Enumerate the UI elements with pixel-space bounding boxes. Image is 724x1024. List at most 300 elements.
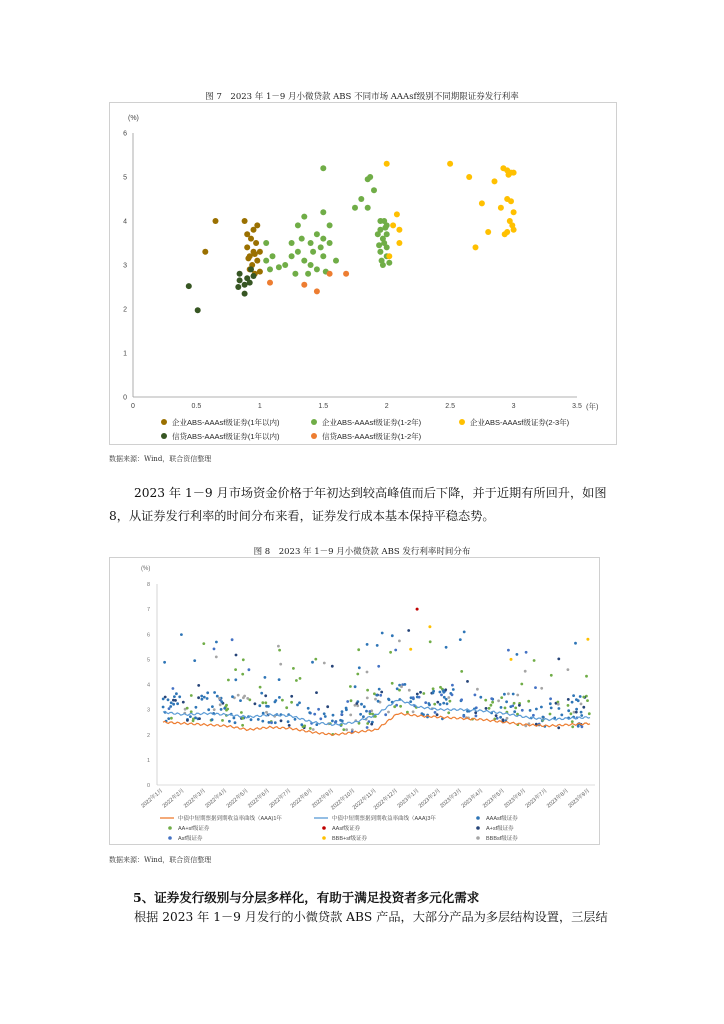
rate-point xyxy=(225,709,228,712)
x-tick-label: 0 xyxy=(131,403,135,410)
rate-point xyxy=(281,699,284,702)
series-2-point xyxy=(267,266,273,272)
rate-point xyxy=(360,703,363,706)
rate-point xyxy=(359,713,362,716)
rate-point xyxy=(285,706,288,709)
rate-point xyxy=(211,718,214,721)
rate-point xyxy=(424,701,427,704)
x-tick-label: 1 xyxy=(257,403,262,410)
series-2-point xyxy=(352,205,358,211)
legend-label-5: A+sf级证券 xyxy=(486,826,514,832)
rate-point xyxy=(363,705,366,708)
rate-point xyxy=(582,696,585,699)
series-1-point xyxy=(242,291,248,297)
rate-point xyxy=(258,704,261,707)
rate-point xyxy=(525,651,528,654)
rate-point xyxy=(366,726,369,729)
rate-point xyxy=(345,728,348,731)
rate-point xyxy=(307,707,310,710)
rate-point xyxy=(264,694,267,697)
legend-marker-6 xyxy=(168,836,172,840)
rate-point xyxy=(186,719,189,722)
series-2-point xyxy=(292,271,298,277)
rate-point xyxy=(274,701,277,704)
rate-point xyxy=(197,696,200,699)
rate-point xyxy=(505,700,508,703)
rate-point xyxy=(445,698,448,701)
rate-point xyxy=(380,691,383,694)
rate-point xyxy=(500,706,503,709)
legend-marker-2 xyxy=(311,419,317,425)
rate-point xyxy=(513,702,516,705)
x-tick-label: 2023年5月 xyxy=(481,787,506,810)
series-4-point xyxy=(473,244,479,250)
rate-point xyxy=(213,708,216,711)
rate-point xyxy=(580,714,583,717)
rate-point xyxy=(463,631,466,634)
series-2-point xyxy=(320,165,326,171)
rate-point xyxy=(332,714,335,717)
rate-point xyxy=(346,700,349,703)
rate-point xyxy=(550,674,553,677)
series-4-point xyxy=(498,205,504,211)
rate-point xyxy=(167,698,170,701)
rate-point xyxy=(319,717,322,720)
rate-point xyxy=(503,693,506,696)
rate-point xyxy=(451,684,454,687)
rate-point xyxy=(270,721,273,724)
rate-point xyxy=(215,641,218,644)
rate-point xyxy=(257,718,260,721)
series-4-point xyxy=(447,161,453,167)
rate-point xyxy=(326,705,329,708)
series-4-point xyxy=(396,240,402,246)
rate-point xyxy=(169,705,172,708)
rate-point xyxy=(446,702,449,705)
yield-curve-3y-line xyxy=(163,700,590,726)
figure-7-chart-frame xyxy=(109,102,617,445)
series-3-point xyxy=(314,288,320,294)
figure-8-title: 图 8 2023 年 1－9 月小微贷款 ABS 发行利率时间分布 xyxy=(253,547,471,557)
rate-point xyxy=(462,715,465,718)
rate-point xyxy=(172,687,175,690)
figure-8-chart-frame xyxy=(109,557,600,845)
rate-point xyxy=(340,713,343,716)
series-4-point xyxy=(492,178,498,184)
series-4-point xyxy=(390,222,396,228)
rate-point xyxy=(499,716,502,719)
rate-point xyxy=(182,701,185,704)
legend-label-2: AAAsf级证券 xyxy=(486,816,518,822)
section-heading-5: 5、证券发行级别与分层多样化，有助于满足投资者多元化需求 xyxy=(133,890,480,905)
rate-point xyxy=(198,717,201,720)
rate-point xyxy=(239,699,242,702)
series-1-point xyxy=(237,277,243,283)
rate-point xyxy=(460,670,463,673)
series-1-point xyxy=(235,284,241,290)
y-tick-label: 5 xyxy=(123,174,127,182)
rate-point xyxy=(362,715,365,718)
rate-point xyxy=(507,649,510,652)
rate-point xyxy=(215,656,218,659)
rate-point xyxy=(389,651,392,654)
legend-marker-3 xyxy=(311,433,317,439)
rate-point xyxy=(433,703,436,706)
rate-point xyxy=(211,705,214,708)
series-2-point xyxy=(376,242,382,248)
rate-point xyxy=(264,701,267,704)
y-tick-label: 0 xyxy=(123,394,127,402)
legend-marker-5 xyxy=(476,826,480,830)
rate-point xyxy=(533,659,536,662)
legend-label-4: AAsf级证券 xyxy=(332,826,361,832)
rate-point xyxy=(213,648,216,651)
x-tick-label: 2023年1月 xyxy=(396,787,421,810)
rate-point xyxy=(444,688,447,691)
series-0-point xyxy=(248,236,254,242)
x-tick-label: 2 xyxy=(384,403,389,410)
rate-point xyxy=(398,689,401,692)
rate-point xyxy=(571,720,574,723)
rate-point xyxy=(549,713,552,716)
rate-point xyxy=(175,692,178,695)
rate-point xyxy=(233,717,236,720)
rate-point xyxy=(387,711,390,714)
rate-point xyxy=(394,649,397,652)
rate-point xyxy=(341,720,344,723)
x-tick-label: 2022年4月 xyxy=(204,787,229,810)
series-1-point xyxy=(186,283,192,289)
rate-point xyxy=(312,728,315,731)
x-tick-labels xyxy=(139,786,591,811)
series-2-point xyxy=(377,249,383,255)
series-4-point xyxy=(502,231,508,237)
rate-point xyxy=(201,698,204,701)
rate-point xyxy=(242,658,245,661)
series-4-point xyxy=(394,211,400,217)
series-2-point xyxy=(327,240,333,246)
series-0-point xyxy=(242,218,248,224)
legend xyxy=(160,814,518,842)
rate-point xyxy=(490,697,493,700)
rate-point xyxy=(412,710,415,713)
rate-point xyxy=(580,711,583,714)
rate-point xyxy=(262,712,265,715)
rate-point xyxy=(549,702,552,705)
legend-label-0: 中债中短期票据到期收益率曲线（AAA)1年 xyxy=(178,816,282,822)
series-2-point xyxy=(299,236,305,242)
series-2-point xyxy=(320,253,326,259)
rate-point xyxy=(449,700,452,703)
rate-point xyxy=(277,645,280,648)
legend-marker-8 xyxy=(476,836,480,840)
rate-point xyxy=(407,629,410,632)
series-2-point xyxy=(314,231,320,237)
legend-label-3: AA+sf级证券 xyxy=(178,826,210,832)
series-0-point xyxy=(252,251,258,257)
x-tick-label: 2022年2月 xyxy=(161,787,186,810)
rate-point xyxy=(331,665,334,668)
legend-label-7: BBB+sf级证券 xyxy=(332,836,367,842)
y-unit-label: (%) xyxy=(128,115,139,122)
series-1-point xyxy=(247,280,253,286)
rate-point xyxy=(516,694,519,697)
rate-point xyxy=(504,707,507,710)
rate-point xyxy=(377,665,380,668)
rate-point xyxy=(370,723,373,726)
series-4-point xyxy=(386,253,392,259)
rate-point xyxy=(246,697,249,700)
x-tick-label: 1.5 xyxy=(318,403,329,410)
rate-point xyxy=(355,702,358,705)
series-2-point xyxy=(365,205,371,211)
rate-point xyxy=(500,696,503,699)
rate-point xyxy=(323,712,326,715)
x-tick-label: 3 xyxy=(511,403,516,410)
rate-point xyxy=(577,699,580,702)
rate-point xyxy=(406,711,409,714)
rate-point xyxy=(314,658,317,661)
rate-point xyxy=(345,708,348,711)
legend xyxy=(161,417,570,441)
rate-point xyxy=(313,713,316,716)
rate-point xyxy=(287,720,290,723)
series-4-point xyxy=(466,174,472,180)
rate-point xyxy=(163,661,166,664)
rate-point xyxy=(237,694,240,697)
rate-point xyxy=(173,695,176,698)
rate-point xyxy=(393,705,396,708)
series-4-point xyxy=(485,229,491,235)
rate-point xyxy=(366,722,369,725)
rate-point xyxy=(574,642,577,645)
rate-point xyxy=(577,725,580,728)
rate-point xyxy=(408,689,411,692)
series-2-point xyxy=(382,225,388,231)
series-2-point xyxy=(308,240,314,246)
rate-point xyxy=(240,711,243,714)
series-2-point xyxy=(367,174,373,180)
rate-point xyxy=(418,696,421,699)
y-tick-label: 4 xyxy=(146,682,150,689)
rate-point xyxy=(298,701,301,704)
series-0-point xyxy=(257,249,263,255)
rate-point xyxy=(296,704,299,707)
rate-point xyxy=(442,702,445,705)
rate-point xyxy=(365,710,368,713)
rate-point xyxy=(311,661,314,664)
rate-point xyxy=(400,685,403,688)
series-0-point xyxy=(213,218,219,224)
rate-point xyxy=(228,720,231,723)
rate-point xyxy=(490,704,493,707)
y-tick-label: 1 xyxy=(146,757,150,764)
x-tick-label: 2022年7月 xyxy=(268,787,293,810)
rate-point xyxy=(506,717,509,720)
series-2-point xyxy=(301,214,307,220)
rate-point xyxy=(557,726,560,729)
series-2-point xyxy=(289,240,295,246)
rate-point xyxy=(579,695,582,698)
rate-point xyxy=(267,705,270,708)
series-0-point xyxy=(257,269,263,275)
y-tick-label: 1 xyxy=(123,350,127,358)
series-4-point xyxy=(479,200,485,206)
rate-point xyxy=(331,720,334,723)
rate-point xyxy=(290,701,293,704)
series-2-point xyxy=(289,253,295,259)
y-tick-label: 3 xyxy=(123,262,127,270)
rate-point xyxy=(178,695,181,698)
rate-point xyxy=(460,698,463,701)
rate-point xyxy=(309,727,312,730)
series-4-point xyxy=(506,172,512,178)
rate-point xyxy=(193,659,196,662)
rate-point xyxy=(292,667,295,670)
rate-point xyxy=(388,698,391,701)
rate-point xyxy=(416,608,419,611)
rate-point xyxy=(511,705,514,708)
rate-point xyxy=(440,694,443,697)
x-tick-label: 3.5 xyxy=(572,403,582,410)
series-2-point xyxy=(333,258,339,264)
legend-marker-3 xyxy=(168,826,172,830)
rate-point xyxy=(366,697,369,700)
rate-point xyxy=(288,724,291,727)
rate-point xyxy=(373,692,376,695)
y-tick-labels xyxy=(147,582,150,789)
rate-point xyxy=(497,699,500,702)
rate-point xyxy=(398,640,401,643)
rate-point xyxy=(479,696,482,699)
rate-point xyxy=(567,704,570,707)
rate-point xyxy=(231,638,234,641)
rate-point xyxy=(278,696,281,699)
legend-label-1: 信贷ABS-AAAsf级证券(1年以内) xyxy=(172,432,280,441)
rate-point xyxy=(170,717,173,720)
rate-point xyxy=(202,642,205,645)
rate-point xyxy=(368,710,371,713)
rate-point xyxy=(474,694,477,697)
legend-label-8: BBBsf级证券 xyxy=(486,836,518,842)
rate-point xyxy=(412,696,415,699)
rate-point xyxy=(586,699,589,702)
rate-point xyxy=(265,711,268,714)
figure-7-source: 数据来源：Wind，联合资信整理 xyxy=(109,455,212,463)
rate-point xyxy=(485,707,488,710)
rate-point xyxy=(575,708,578,711)
series-1-point xyxy=(242,282,248,288)
rate-point xyxy=(357,648,360,651)
rate-point xyxy=(514,707,517,710)
x-tick-label: 2.5 xyxy=(445,403,456,410)
rate-point xyxy=(268,721,271,724)
rate-point xyxy=(447,711,450,714)
y-tick-label: 2 xyxy=(123,306,127,314)
x-tick-label: 2022年10月 xyxy=(330,787,357,812)
rate-point xyxy=(416,693,419,696)
rate-point xyxy=(447,696,450,699)
rate-point xyxy=(295,679,298,682)
rate-point xyxy=(241,673,244,676)
legend-label-4: 企业ABS-AAAsf级证券(2-3年) xyxy=(470,418,570,427)
series-1-point xyxy=(237,271,243,277)
legend-marker-0 xyxy=(161,419,167,425)
rate-point xyxy=(167,717,170,720)
rate-point xyxy=(261,701,264,704)
series-2-point xyxy=(384,231,390,237)
rate-point xyxy=(588,712,591,715)
rate-point xyxy=(377,700,380,703)
rate-point xyxy=(278,649,281,652)
figure-7-title: 图 7 2023 年 1－9 月小微贷款 ABS 不同市场 AAAsf级别不同期限证券发行利率 xyxy=(205,92,519,102)
rate-point xyxy=(349,714,352,717)
rate-point xyxy=(308,711,311,714)
rate-point xyxy=(549,697,552,700)
legend-label-1: 中债中短期票据到期收益率曲线（AAA)3年 xyxy=(332,816,436,822)
series-2-point xyxy=(305,271,311,277)
y-tick-label: 6 xyxy=(123,130,127,138)
y-tick-label: 5 xyxy=(146,657,150,664)
rate-point xyxy=(580,703,583,706)
y-tick-label: 2 xyxy=(146,732,150,739)
rate-point xyxy=(315,691,318,694)
rate-point xyxy=(432,687,435,690)
rate-point xyxy=(378,688,381,691)
rate-point xyxy=(582,706,585,709)
legend-marker-2 xyxy=(476,816,480,820)
rate-point xyxy=(170,701,173,704)
rate-point xyxy=(261,720,264,723)
rate-point xyxy=(358,666,361,669)
rate-point xyxy=(391,634,394,637)
rate-point xyxy=(379,694,382,697)
rate-point xyxy=(445,646,448,649)
rate-point xyxy=(195,706,198,709)
x-tick-labels xyxy=(131,403,582,410)
rate-point xyxy=(586,638,589,641)
x-tick-label: 2022年6月 xyxy=(247,787,272,810)
series-2-point xyxy=(314,266,320,272)
rate-point xyxy=(227,679,230,682)
rate-point xyxy=(189,715,192,718)
rate-point xyxy=(527,700,530,703)
rate-point xyxy=(567,709,570,712)
x-tick-label: 2022年8月 xyxy=(289,787,314,810)
series-3-point xyxy=(267,280,273,286)
series-0-point xyxy=(254,258,260,264)
series-2-point xyxy=(318,244,324,250)
y-tick-label: 3 xyxy=(146,707,150,714)
rate-point xyxy=(585,675,588,678)
rate-point xyxy=(381,632,384,635)
rate-point xyxy=(317,708,320,711)
series-2-point xyxy=(327,222,333,228)
rate-point xyxy=(529,709,532,712)
rate-point xyxy=(162,698,165,701)
rate-point xyxy=(542,716,545,719)
rate-point xyxy=(560,714,563,717)
rate-point xyxy=(303,725,306,728)
rate-point xyxy=(221,719,224,722)
series-2-point xyxy=(308,262,314,268)
rate-point xyxy=(507,692,510,695)
series-2-point xyxy=(375,231,381,237)
rate-point xyxy=(521,709,524,712)
rate-point xyxy=(516,653,519,656)
rate-point xyxy=(324,715,327,718)
series-0-point xyxy=(245,255,251,261)
